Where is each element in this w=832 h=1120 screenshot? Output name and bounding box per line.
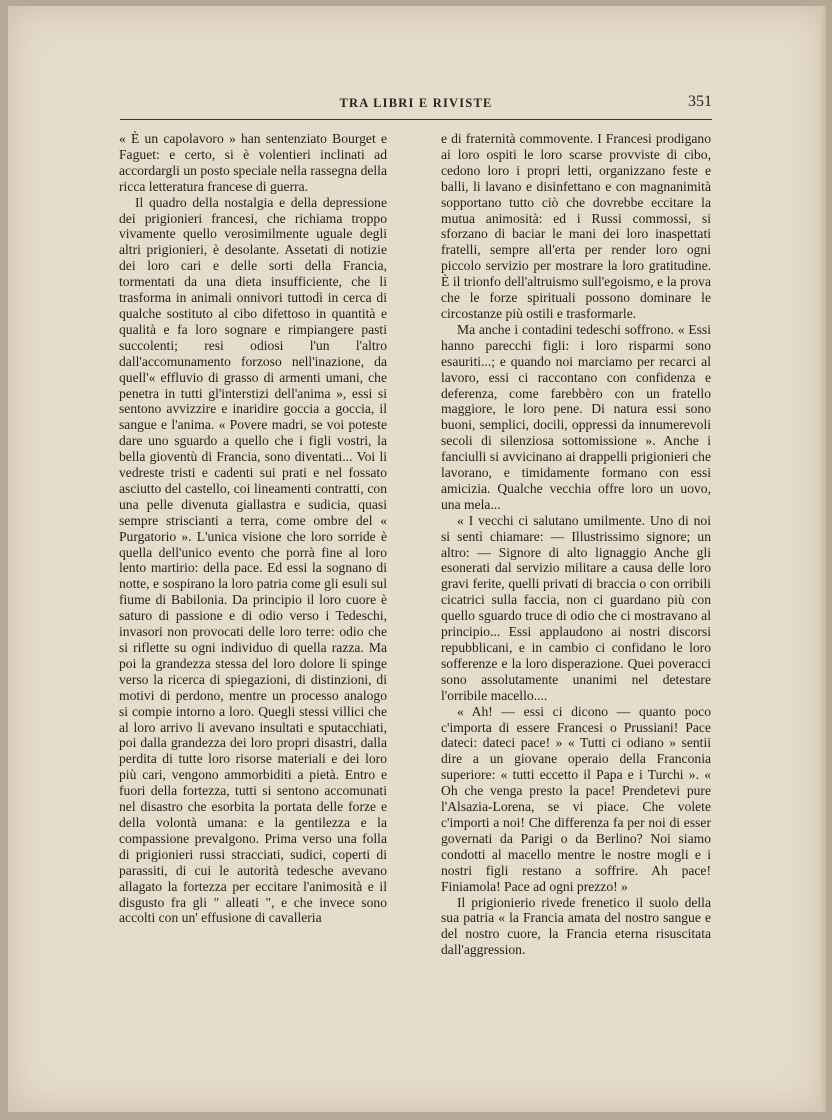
running-title: TRA LIBRI E RIVISTE [339, 96, 493, 110]
page-number: 351 [688, 93, 712, 110]
left-column [119, 131, 387, 926]
right-column [441, 131, 711, 958]
paragraph: « Ah! — essi ci dicono — quanto poco c'importa di essere Francesi o Prussiani! Pace dateci: dateci pace! » « Tutti ci odiano » sentii dire a un giovane operaio della Franconia superiore: « tutti eccetto il Papa e i Turchi ». « Oh che venga presto la pace! Prendetevi pure l'Alsazia-Lorena, se vi piace. Che volete c'importi a noi! Che differenza fa per noi di esser governati da Parigi o da Berlino? Noi siamo condotti al macello mentre le nostre mogli e i nostri figli restano a soffrire. Ah pace! Finiamola! Pace ad ogni prezzo! » [441, 703, 711, 894]
header-rule [120, 119, 712, 120]
paragraph: Il quadro della nostalgia e della depressione dei prigionieri francesi, che richiama troppo vivamente quello verosimilmente uguale degli altri prigionieri, è desolante. Assetati di notizie dei loro cari e delle sorti della Francia, tormentati da una dieta insufficiente, che li trasforma in animali onnivori tuttodì in cerca di qualche sostituto al cibo difettoso in quantità e qualità e fa loro sognare e rimpiangere pasti succolenti; resi odiosi l'un l'altro dall'accomunamento forzoso nell'inazione, da quell'« effluvio di grasso di armenti umani, che penetra in tutti gl'interstizi dell'anima », essi si sentono avvizzire e inaridire goccia a goccia, il sangue e l'anima. « Povere madri, se voi poteste dare uno sguardo a quello che i figli vostri, la bella gioventù di Francia, sono diventati... Voi li vedreste tristi e cadenti sui prati e nel fossato asciutto del castello, coi lineamenti contratti, con una pelle divenuta giallastra e sudicia, quasi sempre striscianti a terra, come ombre del « Purgatorio ». L'unica visione che loro sorride è quella dell'unico evento che porrà fine al loro lento martirio: della pace. Ed essi la sognano di notte, e sospirano la loro patria come gli esuli sul fiume di Babilonia. Da principio il loro cuore è saturo di passione e di odio verso i Tedeschi, invasori non provocati delle loro terre: odio che si riflette su ogni individuo di quella razza. Ma poi la grandezza stessa del loro dolore li spinge verso la ricerca di spiegazioni, di distinzioni, di motivi di perdono, mentre un processo analogo si compie intorno a loro. Quegli stessi villici che al loro arrivo li avevano insultati e sputacchiati, poi dalla grandezza dei loro propri disastri, dalla perdita di tutte loro risorse materiali e dei loro più cari, vengono ammorbiditi a pietà. Entro e fuori della fortezza, tutti si sentono accomunati nel disastro che esorbita la portata delle forze e della volontà umana: e la gentilezza e la compassione prevalgono. Prima verso una folla di prigionieri russi stracciati, sudici, coperti di parassiti, di cui le autorità tedesche avevano allagato la fortezza per eccitare l'animosità e il disgusto fra gli " alleati ", e che invece sono accolti con un' effusione di cavalleria [119, 194, 387, 926]
paragraph: Ma anche i contadini tedeschi soffrono. « Essi hanno parecchi figli: i loro risparmi sono esauriti...; e quando noi marciamo per recarci al lavoro, essi ci raccontano con confidenza e deferenza, come farebbèro con un fratello maggiore, le loro pene. Di natura essi sono buoni, semplici, docili, oppressi da innumerevoli secoli di silenziosa sottomissione ». Anche i fanciulli si avvicinano ai drappelli prigionieri che lavorano, e timidamente formano con essi amicizia. Qualche vecchia offre loro un uovo, una mela... [441, 321, 711, 512]
paragraph: Il prigionierio rivede frenetico il suolo della sua patria « la Francia amata del nostro sangue e del nostro cuore, la Francia eterna risuscitata dall'aggression. [441, 894, 711, 958]
page-header [120, 93, 712, 118]
paragraph: « I vecchi ci salutano umilmente. Uno di noi si sentì chiamare: — Illustrissimo signore; un altro: — Signore di alto lignaggio Anche gli esonerati dal servizio militare a causa delle loro gravi ferite, quelli privati di braccia o con orribili cicatrici sulla faccia, non ci guardano più con quello sguardo truce di odio che ci mostravano al principio... Essi applaudono ai nostri discorsi repubblicani, e in cambio ci confidano le loro sofferenze e la loro disperazione. Quei poveracci sono assolutamente unanimi nel detestare l'orribile macello.... [441, 512, 711, 703]
paragraph: e di fraternità commovente. I Francesi prodigano ai loro ospiti le loro scarse provviste di cibo, cedono loro i propri letti, organizzano feste e balli, li lavano e disinfettano e con magnanimità sopportano tutto ciò che dovrebbe eccitare la mutua animosità: ed i Russi commossi, si sforzano di baciar le mani dei loro inaspettati fratelli, sempre all'erta per render loro ogni piccolo servizio per mostrare la loro gratitudine. È il trionfo dell'altruismo sull'egoismo, e la prova che le forze spirituali possono dominare le circostanze più ostili e trasformarle. [441, 131, 711, 321]
paragraph: « È un capolavoro » han sentenziato Bourget e Faguet: e certo, si è volentieri inclinati ad accordargli un posto speciale nella rassegna della ricca letteratura francese di guerra. [119, 131, 387, 194]
